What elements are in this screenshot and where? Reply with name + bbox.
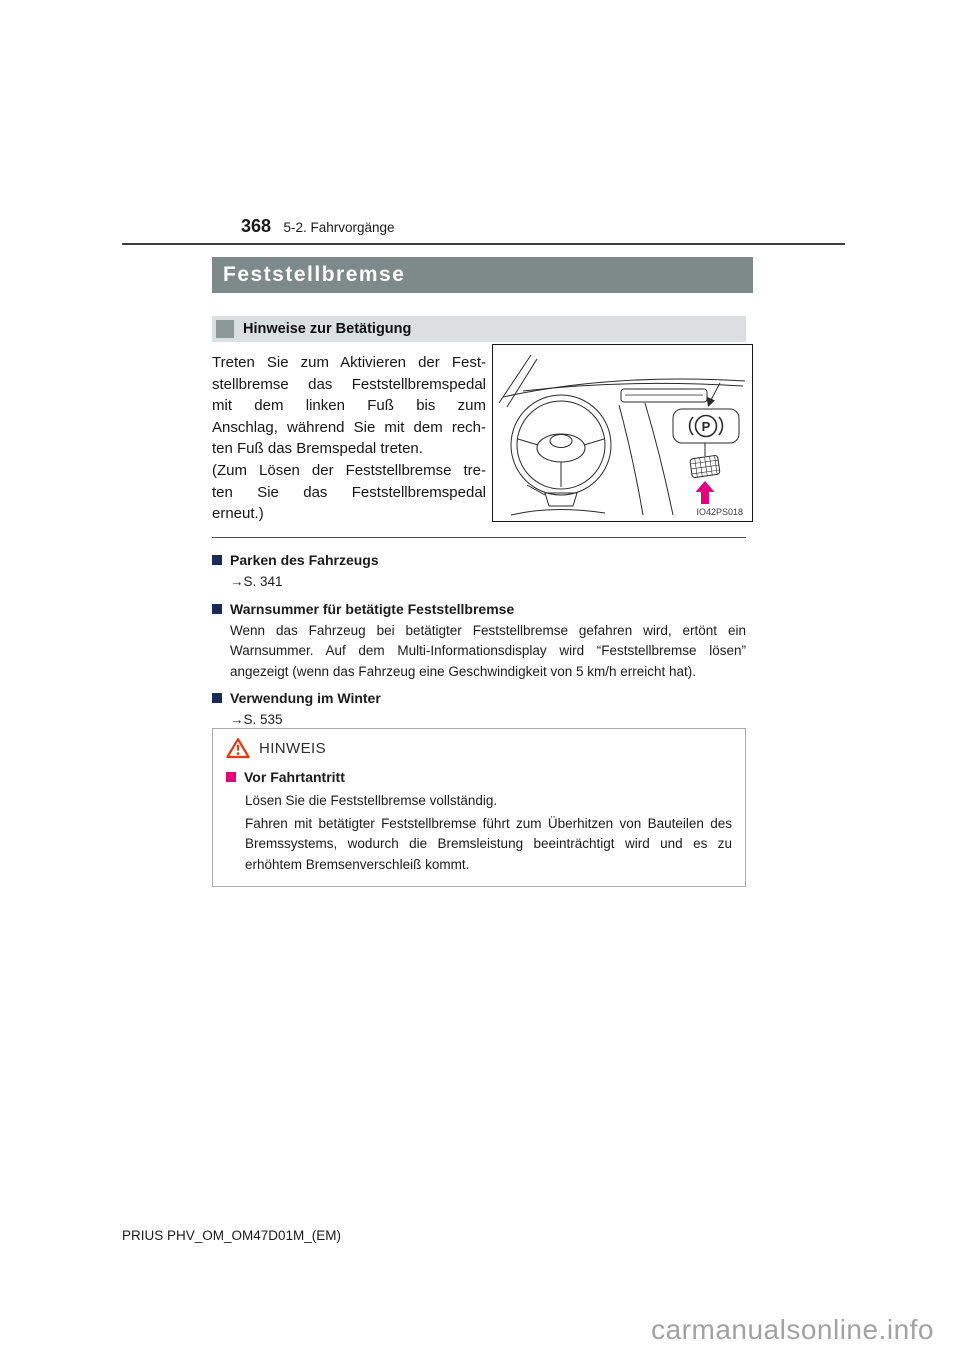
notes-list bbox=[212, 549, 746, 736]
callout-arrow bbox=[707, 383, 721, 407]
notice-bullet-square-icon bbox=[226, 772, 236, 782]
chapter-title: Feststellbremse bbox=[223, 263, 406, 286]
note-body: Wenn das Fahrzeug bei betätigter Feststellbremse gefahren wird, ertönt ein Warnsummer. Auf dem Multi-Informationsdisplay wird “Feststellbremse lösen” angezeigt (wenn das Fahrzeug eine Geschwindigkeit von 5 km/h erreicht hat). bbox=[230, 622, 746, 679]
intro-line: ten Sie das Feststellbremspedal bbox=[212, 483, 486, 501]
intro-line: Treten Sie zum Aktivieren der Fest- bbox=[212, 354, 486, 371]
notice-item-heading: Vor Fahrtantritt bbox=[244, 769, 345, 785]
note-item bbox=[212, 598, 746, 683]
intro-paragraph bbox=[212, 352, 486, 525]
note-heading-row bbox=[212, 549, 746, 571]
p-symbol-letter: P bbox=[701, 419, 711, 434]
notice-item-heading-row bbox=[226, 766, 732, 788]
note-item bbox=[212, 549, 746, 593]
figure-code: IO42PS018 bbox=[696, 507, 743, 517]
notice-body bbox=[245, 791, 732, 875]
watermark: carmanualsonline.info bbox=[651, 1314, 934, 1345]
note-heading: Warnsummer für betätigte Feststellbremse bbox=[230, 600, 515, 617]
section-title: 5-2. Fahrvorgänge bbox=[283, 220, 395, 235]
bullet-square-icon bbox=[212, 693, 222, 703]
notice-text-line: Lösen Sie die Feststellbremse vollständig. bbox=[245, 793, 498, 808]
note-heading: Verwendung im Winter bbox=[230, 690, 381, 706]
intro-line: erneut.) bbox=[212, 505, 264, 523]
notice-header bbox=[226, 737, 732, 759]
warning-triangle-icon bbox=[226, 737, 250, 759]
page-header bbox=[122, 216, 845, 245]
subsection-header bbox=[212, 316, 746, 342]
bullet-square-icon bbox=[212, 555, 222, 565]
intro-line: mit dem linken Fuß bis zum bbox=[212, 397, 486, 415]
intro-line: Anschlag, während Sie mit dem rech- bbox=[212, 418, 486, 436]
note-heading: Parken des Fahrzeugs bbox=[230, 552, 379, 568]
notice-text-paragraph: Fahren mit betätigter Feststellbremse führt zum Überhitzen von Bauteilen des Bremssystems, wodurch die Bremsleistung beeinträchtigt wird und es zu erhöhtem Bremsenverschleiß kommt. bbox=[245, 815, 732, 872]
note-page-reference: →S. 341 bbox=[230, 574, 283, 589]
press-pedal-arrow-icon bbox=[696, 481, 715, 504]
intro-line: (Zum Lösen der Feststellbremse tre- bbox=[212, 461, 486, 479]
parking-brake-indicator-symbol bbox=[673, 409, 739, 443]
bullet-square-icon bbox=[212, 604, 222, 614]
footer-document-code: PRIUS PHV_OM_OM47D01M_(EM) bbox=[122, 1228, 342, 1243]
dashboard-line-drawing bbox=[493, 345, 752, 521]
note-item bbox=[212, 687, 746, 731]
intro-line: stellbremse das Feststellbremspedal bbox=[212, 375, 486, 393]
notice-label: HINWEIS bbox=[259, 739, 326, 757]
note-heading-row bbox=[212, 598, 746, 620]
figure-parking-brake-illustration bbox=[492, 344, 753, 522]
page-number: 368 bbox=[241, 216, 272, 236]
note-page-reference: →S. 535 bbox=[230, 712, 283, 727]
chapter-title-bar bbox=[212, 257, 753, 293]
subsection-accent-square bbox=[216, 320, 234, 338]
note-heading-row bbox=[212, 687, 746, 709]
intro-line: ten Fuß das Bremspedal treten. bbox=[212, 440, 423, 458]
parking-brake-pedal bbox=[690, 443, 720, 478]
subsection-title: Hinweise zur Betätigung bbox=[243, 321, 412, 337]
notice-box bbox=[212, 728, 746, 887]
section-divider bbox=[212, 537, 746, 538]
